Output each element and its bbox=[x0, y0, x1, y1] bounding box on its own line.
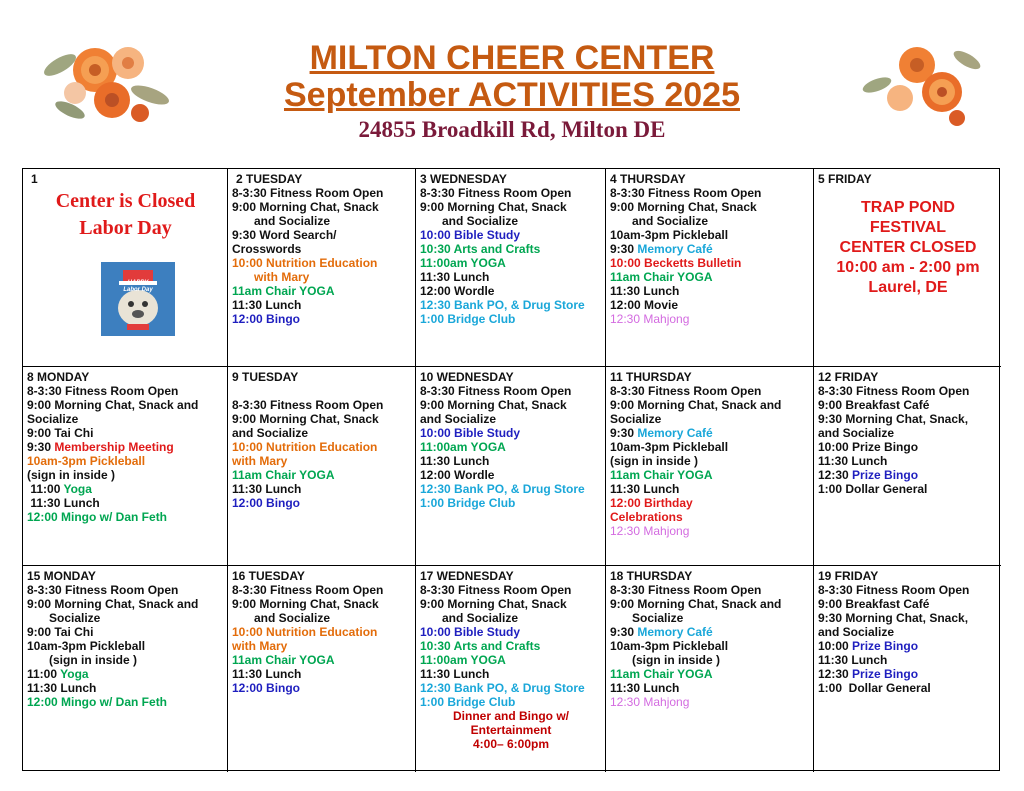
activity bbox=[610, 242, 810, 256]
activity: 1:00 Dollar General bbox=[818, 681, 931, 695]
calendar-cell-2 bbox=[228, 169, 416, 367]
activity: with Mary bbox=[232, 639, 288, 653]
labor-day-image bbox=[101, 262, 175, 336]
festival-line: 10:00 am - 2:00 pm bbox=[836, 259, 980, 276]
activity: 11am Chair YOGA bbox=[232, 284, 335, 298]
activity-time: 11:00 bbox=[27, 482, 64, 496]
activity: 8-3:30 Fitness Room Open bbox=[232, 186, 384, 200]
day-header: 3 WEDNESDAY bbox=[420, 172, 507, 186]
activity-name: Memory Café bbox=[637, 625, 713, 639]
activity: 9:00 Breakfast Café bbox=[818, 597, 930, 611]
activity: 11:30 Lunch bbox=[610, 681, 680, 695]
day-header: 4 THURSDAY bbox=[610, 172, 686, 186]
calendar-cell-9 bbox=[228, 367, 416, 566]
activity: 9:00 Morning Chat, Snack bbox=[420, 200, 567, 214]
activity-time: 9:30 bbox=[27, 440, 55, 454]
calendar-cell-10 bbox=[416, 367, 606, 566]
activity: 11am Chair YOGA bbox=[232, 653, 335, 667]
activity: 11:00am YOGA bbox=[420, 653, 506, 667]
calendar-grid bbox=[22, 168, 1000, 771]
festival-notice bbox=[818, 198, 998, 298]
activity: 9:00 Morning Chat, Snack and bbox=[27, 398, 199, 412]
activity: (sign in inside ) bbox=[632, 653, 721, 667]
activity-time: 9:30 bbox=[610, 625, 638, 639]
activity: 11:30 Lunch bbox=[232, 667, 302, 681]
calendar-cell-17 bbox=[416, 566, 606, 772]
activity: and Socialize bbox=[232, 426, 309, 440]
activity: 10:00 Bible Study bbox=[420, 625, 521, 639]
badge-line2: Labor Day bbox=[123, 287, 153, 293]
activity: 8-3:30 Fitness Room Open bbox=[610, 186, 762, 200]
activity: 10:00 Nutrition Education bbox=[232, 440, 378, 454]
closed-line2: Labor Day bbox=[79, 217, 172, 239]
activity: 8-3:30 Fitness Room Open bbox=[818, 583, 970, 597]
activity: 9:00 Morning Chat, Snack and bbox=[610, 398, 782, 412]
festival-line: FESTIVAL bbox=[869, 219, 947, 236]
activity: 10am-3pm Pickleball bbox=[610, 228, 729, 242]
activity: 9:00 Morning Chat, Snack bbox=[232, 412, 379, 426]
day-header: 12 FRIDAY bbox=[818, 370, 879, 384]
activity: 9:30 Word Search/ bbox=[232, 228, 337, 242]
activity: 8-3:30 Fitness Room Open bbox=[27, 384, 179, 398]
activity: 12:00 Wordle bbox=[420, 468, 495, 482]
activity: 12:00 Mingo w/ Dan Feth bbox=[27, 510, 168, 524]
activity: 11:30 Lunch bbox=[232, 298, 302, 312]
calendar-cell-1 bbox=[23, 169, 228, 367]
activity: Socialize bbox=[610, 412, 662, 426]
day-header: 16 TUESDAY bbox=[232, 569, 305, 583]
activity: 11am Chair YOGA bbox=[610, 270, 713, 284]
activity: 12:00 Wordle bbox=[420, 284, 495, 298]
calendar-cell-15 bbox=[23, 566, 228, 772]
activity: 11am Chair YOGA bbox=[610, 667, 713, 681]
activity-name: Memory Café bbox=[637, 242, 713, 256]
calendar-cell-11 bbox=[606, 367, 814, 566]
activity: 11:30 Lunch bbox=[818, 653, 888, 667]
activity: 10:00 Becketts Bulletin bbox=[610, 256, 742, 270]
activity-name: Prize Bingo bbox=[852, 468, 919, 482]
activity: 12:30 Mahjong bbox=[610, 695, 690, 709]
activity: 1:00 Bridge Club bbox=[420, 312, 516, 326]
day-header: 2 TUESDAY bbox=[236, 172, 303, 186]
activity: 11:30 Lunch bbox=[420, 667, 490, 681]
activity: and Socialize bbox=[254, 611, 331, 625]
activity: 11:30 Lunch bbox=[610, 284, 680, 298]
calendar-cell-16 bbox=[228, 566, 416, 772]
activity: 9:00 Tai Chi bbox=[27, 426, 94, 440]
activity bbox=[27, 440, 224, 454]
activity: 12:30 Mahjong bbox=[610, 312, 690, 326]
activity: 9:00 Morning Chat, Snack bbox=[232, 200, 379, 214]
day-header: 9 TUESDAY bbox=[232, 370, 299, 384]
activity: 10am-3pm Pickleball bbox=[610, 440, 729, 454]
activity: 8-3:30 Fitness Room Open bbox=[420, 186, 572, 200]
activity-time: 12:30 bbox=[818, 667, 853, 681]
page-header bbox=[0, 40, 1024, 144]
activity: 11am Chair YOGA bbox=[610, 468, 713, 482]
activity: 8-3:30 Fitness Room Open bbox=[610, 583, 762, 597]
activity: 12:30 Mahjong bbox=[610, 524, 690, 538]
day-header: 18 THURSDAY bbox=[610, 569, 693, 583]
activity: 8-3:30 Fitness Room Open bbox=[232, 583, 384, 597]
activity: 11:30 Lunch bbox=[420, 454, 490, 468]
activity: 12:00 Bingo bbox=[232, 312, 301, 326]
activity: Socialize bbox=[49, 611, 101, 625]
activity: 12:30 Bank PO, & Drug Store bbox=[420, 298, 585, 312]
event-line: 4:00– 6:00pm bbox=[472, 737, 550, 751]
day-header: 11 THURSDAY bbox=[610, 370, 692, 384]
activity: 11:30 Lunch bbox=[420, 270, 490, 284]
day-header: 10 WEDNESDAY bbox=[420, 370, 514, 384]
activity: 11:00am YOGA bbox=[420, 440, 506, 454]
activity: 1:00 Bridge Club bbox=[420, 496, 516, 510]
activity: 12:00 Birthday bbox=[610, 496, 693, 510]
activity: and Socialize bbox=[420, 412, 497, 426]
activity-time: 12:30 bbox=[818, 468, 853, 482]
activity bbox=[27, 482, 224, 496]
calendar-cell-18 bbox=[606, 566, 814, 772]
activity-name: Memory Café bbox=[637, 426, 713, 440]
activity-name: Membership Meeting bbox=[54, 440, 174, 454]
activity-time: 9:30 bbox=[610, 242, 638, 256]
activity: 10:30 Arts and Crafts bbox=[420, 639, 541, 653]
activity-name: Prize Bingo bbox=[852, 667, 919, 681]
activity: 9:00 Morning Chat, Snack and bbox=[27, 597, 199, 611]
activity-time: 10:00 bbox=[818, 639, 853, 653]
closed-notice bbox=[27, 188, 224, 242]
activity: 10:00 Bible Study bbox=[420, 228, 521, 242]
activity bbox=[818, 468, 998, 482]
activity: and Socialize bbox=[818, 426, 895, 440]
activity-time: 11:00 bbox=[27, 667, 61, 681]
day-header: 1 bbox=[31, 172, 38, 186]
activity: and Socialize bbox=[254, 214, 331, 228]
address: 24855 Broadkill Rd, Milton DE bbox=[358, 117, 666, 142]
activity: 9:30 Morning Chat, Snack, bbox=[818, 412, 969, 426]
activity: 1:00 Dollar General bbox=[818, 482, 928, 496]
title-line1: MILTON CHEER CENTER bbox=[309, 39, 715, 77]
activity bbox=[27, 667, 224, 681]
activity: 9:30 Morning Chat, Snack, bbox=[818, 611, 969, 625]
activity: (sign in inside ) bbox=[610, 454, 699, 468]
activity: 11am Chair YOGA bbox=[232, 468, 335, 482]
activity: 10am-3pm Pickleball bbox=[27, 454, 146, 468]
activity: 10am-3pm Pickleball bbox=[610, 639, 729, 653]
activity: 10am-3pm Pickleball bbox=[27, 639, 146, 653]
calendar-cell-8 bbox=[23, 367, 228, 566]
activity: 11:00am YOGA bbox=[420, 256, 506, 270]
activity: 9:00 Morning Chat, Snack bbox=[610, 200, 757, 214]
activity: 8-3:30 Fitness Room Open bbox=[27, 583, 179, 597]
activity: 12:00 Mingo w/ Dan Feth bbox=[27, 695, 168, 709]
activity: 10:30 Arts and Crafts bbox=[420, 242, 541, 256]
activity: Celebrations bbox=[610, 510, 683, 524]
activity: 10:00 Nutrition Education bbox=[232, 256, 378, 270]
activity bbox=[610, 625, 810, 639]
activity: and Socialize bbox=[818, 625, 895, 639]
activity: 9:00 Morning Chat, Snack and bbox=[610, 597, 782, 611]
title-line2: September ACTIVITIES 2025 bbox=[283, 76, 740, 114]
day-header: 17 WEDNESDAY bbox=[420, 569, 514, 583]
badge-line1: HAPPY bbox=[127, 280, 149, 286]
activity: 9:00 Tai Chi bbox=[27, 625, 94, 639]
activity: (sign in inside ) bbox=[27, 468, 116, 482]
activity: 9:00 Morning Chat, Snack bbox=[232, 597, 379, 611]
activity: and Socialize bbox=[632, 214, 709, 228]
closed-line1: Center is Closed bbox=[55, 190, 196, 212]
activity: 10:00 Prize Bingo bbox=[818, 440, 919, 454]
activity-name: Prize Bingo bbox=[852, 639, 919, 653]
event-line: Entertainment bbox=[470, 723, 552, 737]
day-header: 8 MONDAY bbox=[27, 370, 90, 384]
activity-name: Yoga bbox=[63, 482, 92, 496]
festival-line: CENTER CLOSED bbox=[839, 239, 977, 256]
activity: 12:30 Bank PO, & Drug Store bbox=[420, 482, 585, 496]
calendar-cell-3 bbox=[416, 169, 606, 367]
activity: (sign in inside ) bbox=[49, 653, 138, 667]
activity: 11:30 Lunch bbox=[27, 496, 100, 510]
activity: with Mary bbox=[232, 454, 288, 468]
activity: 8-3:30 Fitness Room Open bbox=[232, 398, 384, 412]
activity: with Mary bbox=[254, 270, 310, 284]
activity: 10:00 Bible Study bbox=[420, 426, 521, 440]
activity: Socialize bbox=[632, 611, 684, 625]
spacer bbox=[232, 384, 412, 398]
activity: Crosswords bbox=[232, 242, 302, 256]
activity: 1:00 Bridge Club bbox=[420, 695, 516, 709]
activity: 12:00 Movie bbox=[610, 298, 679, 312]
festival-line: Laurel, DE bbox=[868, 279, 948, 296]
day-header: 15 MONDAY bbox=[27, 569, 96, 583]
activity: 8-3:30 Fitness Room Open bbox=[420, 384, 572, 398]
activity: 8-3:30 Fitness Room Open bbox=[610, 384, 762, 398]
activity: 11:30 Lunch bbox=[818, 454, 888, 468]
activity: 8-3:30 Fitness Room Open bbox=[818, 384, 970, 398]
activity bbox=[818, 667, 998, 681]
activity-name: Yoga bbox=[60, 667, 89, 681]
calendar-cell-4 bbox=[606, 169, 814, 367]
special-event bbox=[420, 709, 602, 751]
day-header: 19 FRIDAY bbox=[818, 569, 879, 583]
activity: 8-3:30 Fitness Room Open bbox=[420, 583, 572, 597]
activity: and Socialize bbox=[442, 214, 519, 228]
festival-line: TRAP POND bbox=[861, 199, 955, 216]
activity: 12:30 Bank PO, & Drug Store bbox=[420, 681, 585, 695]
calendar-cell-19 bbox=[814, 566, 1001, 772]
activity: 10:00 Nutrition Education bbox=[232, 625, 378, 639]
activity: 11:30 Lunch bbox=[232, 482, 302, 496]
calendar-cell-5 bbox=[814, 169, 1001, 367]
activity: and Socialize bbox=[442, 611, 519, 625]
activity-time: 9:30 bbox=[610, 426, 638, 440]
activity: 9:00 Morning Chat, Snack bbox=[420, 597, 567, 611]
activity bbox=[818, 639, 998, 653]
day-header: 5 FRIDAY bbox=[818, 172, 872, 186]
event-line: Dinner and Bingo w/ bbox=[453, 709, 569, 723]
activity: 11:30 Lunch bbox=[27, 681, 97, 695]
activity: 9:00 Breakfast Café bbox=[818, 398, 930, 412]
activity: Socialize bbox=[27, 412, 79, 426]
calendar-cell-12 bbox=[814, 367, 1001, 566]
activity: 9:00 Morning Chat, Snack bbox=[420, 398, 567, 412]
activity: 12:00 Bingo bbox=[232, 681, 301, 695]
activity: 12:00 Bingo bbox=[232, 496, 301, 510]
activity: 11:30 Lunch bbox=[610, 482, 680, 496]
activity bbox=[610, 426, 810, 440]
